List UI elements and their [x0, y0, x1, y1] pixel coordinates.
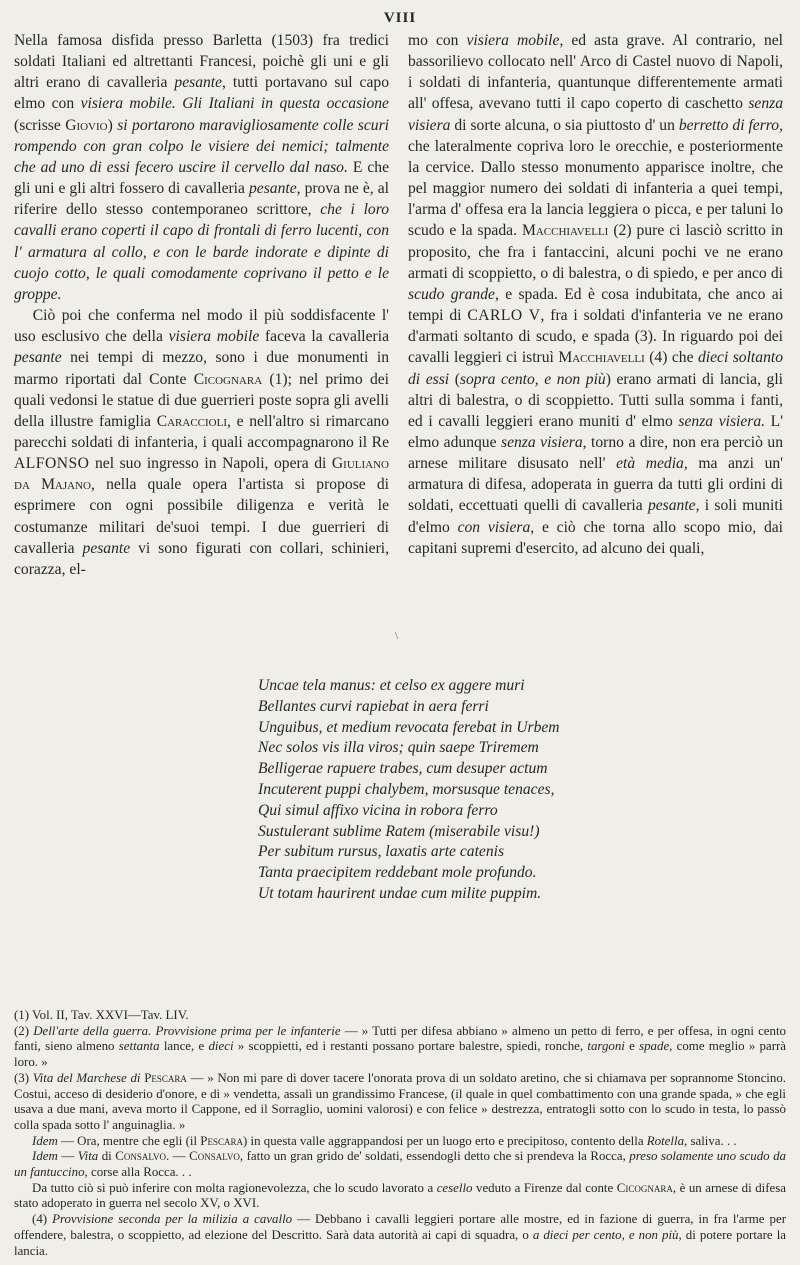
text-run: di — [98, 1149, 116, 1164]
text-run: Dell'arte della guerra. Provvisione prima per le infanterie — [33, 1023, 341, 1038]
text-run: pesante — [14, 349, 62, 367]
text-run: ALFONSO — [14, 455, 90, 473]
text-run: Consalvo — [189, 1149, 240, 1164]
text-run: settanta — [118, 1039, 160, 1054]
paragraph — [14, 30, 389, 305]
text-run: — — [57, 1149, 78, 1164]
verse-line: Tanta praecipitem reddebant mole profundo. — [258, 864, 537, 882]
verse-line: Qui simul affixo vicina in robora ferro — [258, 801, 498, 819]
text-run: ) in questa valle aggrappandosi per un luogo erto e precipitoso, contento della — [242, 1133, 647, 1148]
text-run: , tutti portavano sul capo elmo con — [14, 74, 389, 113]
text-run: Da tutto ciò si può inferire con molta ragionevolezza, che lo scudo lavorato a — [32, 1180, 437, 1195]
stray-mark: \ — [395, 630, 399, 642]
text-run: visiera mobile. Gli Italiani in questa occasione — [80, 95, 389, 113]
text-run: . — — [166, 1149, 190, 1164]
text-run: (scrisse — [14, 116, 66, 134]
text-run: , torno a dire, non era perciò un arnese militare disusato nell' — [408, 433, 783, 473]
text-run: Cicognara — [193, 370, 263, 388]
text-run: nei tempi di mezzo, sono i due monumenti in marmo riportati dal Conte — [14, 349, 389, 388]
text-run: , che lateralmente copriva loro le orecchie, e posteriormente la cervice. Dallo stesso monumento apparisce inoltre, che pel maggior numero dei soldati di infanteria a quei tempi, l'arma d' offesa era la lancia leggiera o picca, e per taluni lo scudo e la spada. — [408, 116, 783, 240]
text-run: con visiera — [457, 518, 531, 536]
text-run: targoni — [587, 1039, 625, 1054]
text-run: (1) Vol. II, Tav. XXVI—Tav. LIV. — [14, 1008, 189, 1022]
text-run: visiera mobile — [168, 328, 260, 346]
text-run: dieci soltanto di essi — [408, 349, 783, 388]
footnote — [14, 1008, 786, 1024]
verse-line: Per subitum rursus, laxatis arte catenis — [258, 843, 505, 861]
text-run: ) — [107, 116, 118, 134]
text-run: , nella quale opera l'artista si propose di esprimere con ogni possibile diligenza e verità le costumanze militari de'suoi tempi. I due guerrieri di cavalleria — [14, 476, 389, 557]
footnote — [14, 1024, 786, 1071]
text-run: Consalvo — [115, 1149, 167, 1164]
text-run: Idem — [32, 1149, 58, 1164]
footnote — [14, 1071, 786, 1134]
text-run: Cicognara — [616, 1180, 673, 1195]
text-run: a dieci per cento, e non più — [532, 1227, 679, 1242]
text-run: Nella famosa disfida presso Barletta (1503) fra tredici soldati Italiani ed altrettanti Francesi, poichè gli uni e gli altri erano di cavalleria — [14, 32, 389, 92]
text-run: (3) — [14, 1070, 33, 1085]
footnote — [14, 1181, 786, 1212]
text-run: (2) — [14, 1023, 34, 1038]
text-run: Giovio — [65, 116, 108, 134]
text-run: Macchiavelli — [558, 349, 645, 367]
text-run: (4) — [32, 1212, 53, 1227]
text-run: si portarono maravigliosamente colle scuri rompendo con gran colpo le visiere dei nemici; talmente che ad uno di essi fecero uscire il cervello dal naso. — [14, 116, 389, 176]
text-run: , e spada. Ed è cosa indubitata, che anco ai tempi di — [408, 285, 783, 325]
text-run: , e ciò che torna allo scopo mio, dai capitani supremi d'esercito, ad alcuno dei quali, — [408, 518, 783, 557]
page-number: VIII — [383, 10, 417, 26]
text-run: — » Non mi pare di dover tacere l'onorata prova di un soldato aretino, che si chiamava per soprannome Stoncino. Costui, acceso di desiderio d'onore, e di » vendetta, assalì un grandissimo Francese, (il quale in quel combattimento con una grande spada, » che egli usava a due mani, aveva morto il Cappone, ed il Sorraglio, uomini valorosi) e con felice » destrezza, entratogli sotto con lo scudo in testa, lo passò colla spada sotto l' anguinaglia. » — [14, 1070, 786, 1132]
text-run: Caraccioli — [156, 412, 227, 430]
text-run: ( — [449, 370, 460, 388]
text-run: » scoppietti, ed i restanti possano portare balestre, spiedi, ronche, — [233, 1039, 588, 1054]
text-run: veduto a Firenze dal conte — [472, 1180, 617, 1195]
text-run: , fra i soldati d'infanteria ve ne erano d'armati soltanto di scudo, e spada (3). In riguardo poi dei cavalli leggieri ci istruì — [408, 307, 783, 367]
text-run: sopra cento, e non più — [459, 370, 606, 388]
left-column — [14, 30, 389, 580]
verse-line: Ut totam haurirent undae cum milite puppim. — [258, 884, 542, 902]
footnote — [14, 1212, 786, 1259]
text-run: , è un arnese di difesa stato adoperato in guerra nel secolo XV, o XVI. — [14, 1180, 786, 1211]
text-run: Rotella — [646, 1133, 685, 1148]
paragraph — [14, 305, 389, 580]
text-run: E che gli uni e gli altri fossero di cavalleria — [14, 158, 389, 198]
verse-line: Incuterent puppi chalybem, morsusque tenaces, — [258, 780, 555, 798]
text-run: , di potere portare la lancia. — [14, 1227, 786, 1258]
text-run: pesante — [248, 180, 297, 198]
text-run: (4) che — [644, 349, 698, 367]
text-run: — Ora, mentre che egli (il — [57, 1133, 201, 1148]
verse-line: Sustulerant sublime Ratem (miserabile visu!) — [258, 822, 540, 840]
footnote — [14, 1149, 786, 1180]
text-run: Idem — [32, 1133, 58, 1148]
text-run: scudo grande — [408, 285, 495, 303]
text-run: pesante — [174, 74, 223, 92]
paragraph — [408, 30, 783, 559]
text-run: Vita — [77, 1149, 99, 1164]
text-run: visiera mobile — [466, 32, 560, 49]
verse-line: Uncae tela manus: et celso ex aggere muri — [258, 677, 525, 694]
text-run: senza visiera — [408, 95, 783, 134]
text-run: — » Tutti per difesa abbiano » almeno un petto di ferro, e per offesa, in ogni cento fanti, sieno almeno — [14, 1023, 786, 1054]
text-run: Pescara — [200, 1133, 243, 1148]
text-run: , corse alla Rocca. . . — [84, 1165, 192, 1180]
text-run: pesante — [82, 539, 131, 557]
text-run: preso solamente uno scudo da un fantuccino — [14, 1149, 786, 1180]
text-run: Pescara — [144, 1070, 187, 1085]
text-run: Macchiavelli — [521, 222, 609, 240]
text-run: spade — [639, 1039, 670, 1054]
text-run: Giuliano da Majano — [14, 455, 389, 494]
text-run: pesante — [647, 497, 696, 515]
text-run: senza visiera. — [678, 412, 766, 430]
text-run: (1); nel primo dei quali vedonsi le statue di due guerrieri poste sopra gli avelli della illustre famiglia — [14, 370, 389, 430]
text-run: faceva la cavalleria — [259, 328, 389, 346]
text-run: , saliva. . . — [684, 1133, 737, 1148]
text-run: e — [624, 1039, 640, 1054]
text-run: senza visiera — [501, 433, 583, 451]
text-run: , prova ne è, al riferire dello stesso contemporaneo scrittore, — [14, 180, 389, 219]
text-run: dieci — [208, 1039, 234, 1054]
text-run: di sorte alcuna, o sia piuttosto d' un — [450, 116, 679, 134]
text-run: — Debbano i cavalli leggieri portare alle mostre, ed in fazione di guerra, in fra l'arme per offendere, balestra, o scoppietto, ad elezione del Descritto. Sarà data autorità ai capi di squadra, o — [14, 1212, 786, 1242]
verse-line: Unguibus, et medium revocata ferebat in Urbem — [258, 718, 560, 736]
text-run: Provvisione seconda per la milizia a cavallo — [52, 1212, 293, 1227]
text-run: , come meglio » parrà loro. » — [14, 1039, 787, 1070]
verse-line: Bellantes curvi rapiebat in aera ferri — [258, 697, 489, 715]
text-run: , ma anzi un' armatura di difesa, adoperata in guerra da tutti gli ordini di soldati, eccettuati quelli di cavalleria — [408, 455, 783, 515]
text-run: , i soli muniti d'elmo — [408, 497, 783, 536]
text-run: Ciò poi che conferma nel modo il più soddisfacente l' uso esclusivo che della — [14, 307, 389, 346]
footnotes — [14, 1008, 786, 1259]
latin-verse-quotation — [258, 676, 778, 905]
text-run: nel suo ingresso in Napoli, opera di — [89, 455, 332, 473]
text-run: vi sono figurati con collari, schinieri, corazza, el- — [14, 539, 389, 578]
text-run: CARLO V — [467, 307, 541, 325]
text-run: mo con — [408, 32, 467, 49]
text-run: età media — [616, 455, 684, 473]
verse-line: Belligerae rapuere trabes, cum desuper actum — [258, 760, 548, 778]
right-column — [408, 30, 783, 559]
text-run: berretto di ferro — [678, 116, 780, 134]
text-run: , e nell'altro si rimarcano parecchi soldati di infanteria, i quali accompagnarono il Re — [14, 412, 389, 451]
text-run: ) erano armati di lancia, gli altri di balestra, o di scoppietto. Tutti sulla somma i fanti, ed i cavalli leggieri erano muniti d' elmo — [408, 370, 784, 430]
text-run: cesello — [436, 1180, 473, 1195]
text-run: lance, e — [159, 1039, 209, 1054]
verse-line: Nec solos vis illa viros; quin saepe Triremem — [258, 739, 539, 757]
text-run: (2) pure ci lasciò scritto in proposito, che fra i fantaccini, alcuni pochi ve ne erano armati di scoppietto, o di balestra, o di spiedo, e per anco di — [408, 222, 783, 282]
text-run: L' elmo adunque — [408, 412, 784, 451]
text-run: Vita del Marchese di — [32, 1070, 141, 1085]
text-run: , fatto un gran grido de' soldati, essendogli detto che si prendeva la Rocca, — [239, 1149, 630, 1164]
text-run: , ed asta grave. Al contrario, nel bassorilievo collocato nell' Arco di Castel nuovo di Napoli, i soldati di infanteria, quantunque differentemente armati all' offesa, avevano tutti il capo coperto di caschetto — [408, 32, 783, 113]
text-run: che i loro cavalli erano coperti il capo di frontali di ferro lucenti, con l' armatura al collo, e con le barde indorate e dipinte di cuojo cotto, le quali comodamente coprivano il petto e le groppe. — [14, 201, 389, 303]
footnote — [14, 1134, 786, 1150]
